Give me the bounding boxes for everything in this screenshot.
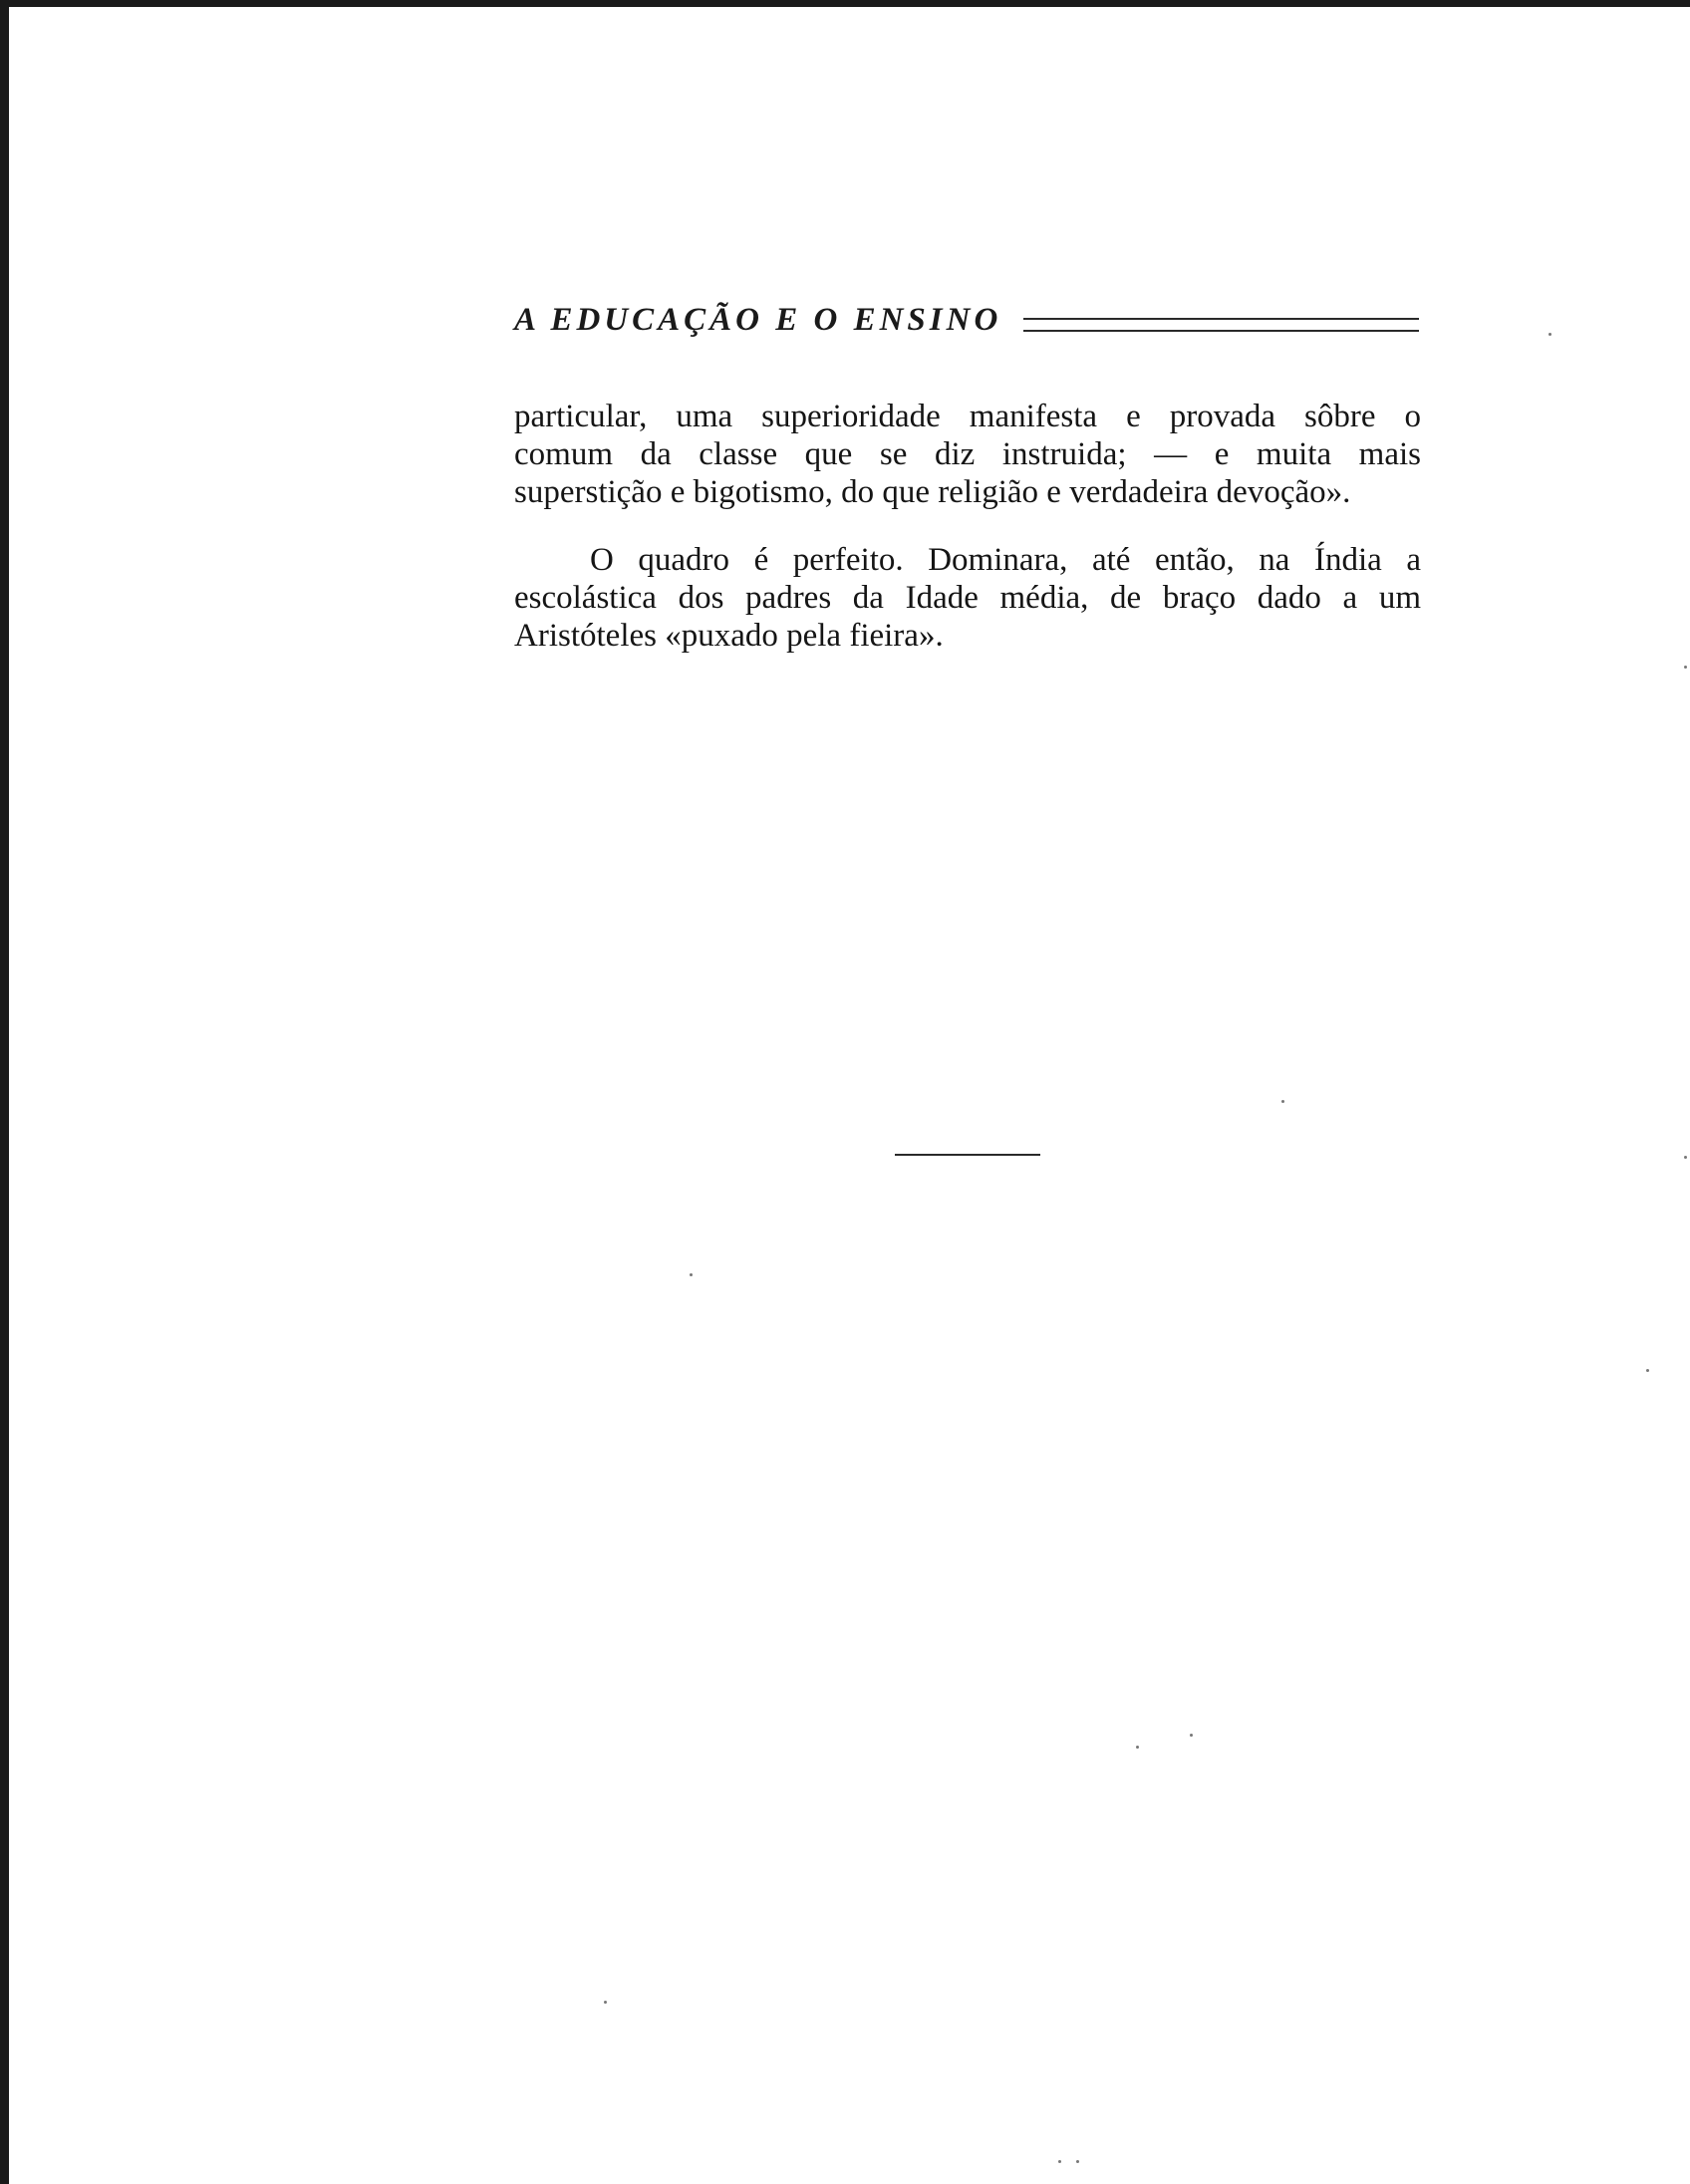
scan-speck — [690, 1273, 693, 1276]
scan-speck — [1646, 1369, 1649, 1372]
scan-speck — [1684, 1156, 1687, 1159]
section-end-rule — [895, 1154, 1040, 1156]
paragraph-1 — [514, 398, 1421, 511]
text-line: particular, uma superioridade manifesta e provada sôbre o — [514, 399, 1421, 434]
text-line: comum da classe que se diz instruida; — e muita mais — [514, 436, 1421, 472]
scan-speck — [604, 2001, 607, 2004]
scan-border-top — [0, 0, 1690, 7]
scan-speck — [1076, 2160, 1079, 2163]
scan-speck — [1136, 1746, 1139, 1749]
running-title: A EDUCAÇÃO E O ENSINO — [514, 301, 1002, 338]
text-line: Aristóteles «puxado pela fieira». — [514, 618, 944, 654]
scan-speck — [1684, 666, 1687, 669]
text-line: O quadro é perfeito. Dominara, até então, na Índia a — [590, 542, 1421, 578]
scan-border-left — [0, 0, 9, 2184]
scan-speck — [1281, 1100, 1284, 1103]
paragraph-2 — [514, 541, 1421, 655]
header-double-rule — [1023, 318, 1419, 332]
text-line: superstição e bigotismo, do que religião e verdadeira devoção». — [514, 474, 1351, 510]
text-line: escolástica dos padres da Idade média, de braço dado a um — [514, 580, 1421, 616]
scan-speck — [1190, 1734, 1193, 1737]
scan-speck — [1549, 333, 1551, 336]
scan-speck — [1058, 2160, 1061, 2163]
running-header — [514, 295, 1419, 345]
